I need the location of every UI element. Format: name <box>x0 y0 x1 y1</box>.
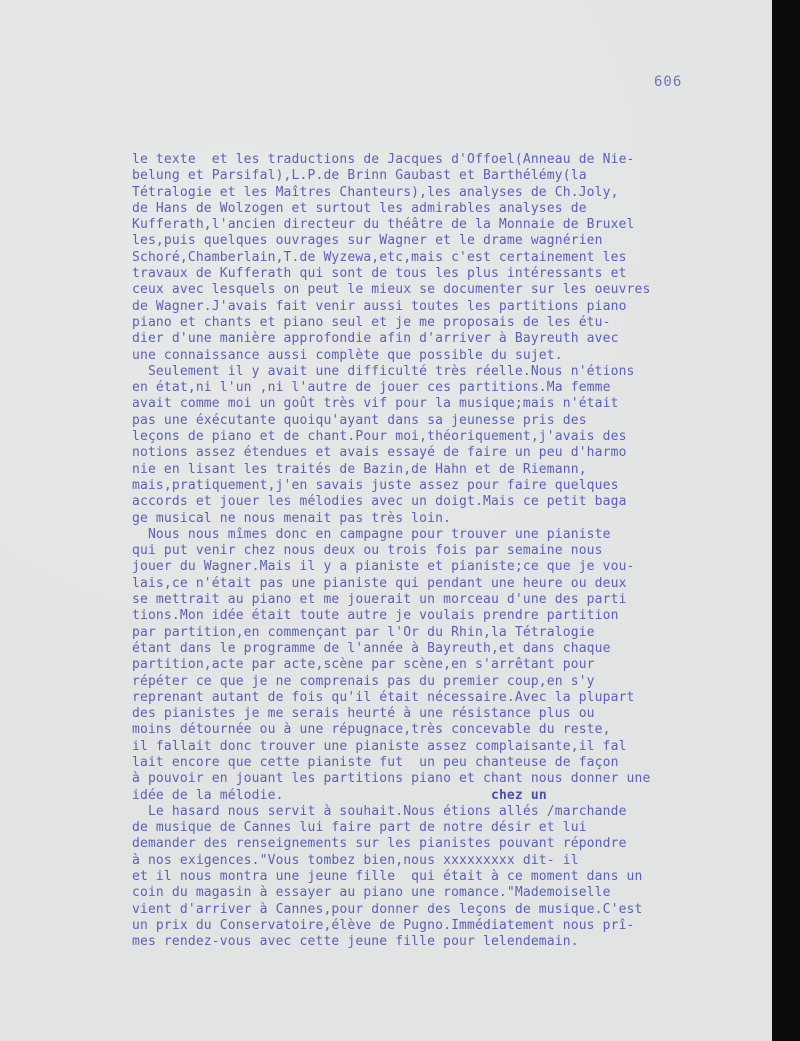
text-line: lait encore que cette pianiste fut un peu chanteuse de façon <box>132 754 619 770</box>
text-line: partition,acte par acte,scène par scène,en s'arrêtant pour <box>132 657 595 673</box>
text-line: demander des renseignements sur les pianistes pouvant répondre <box>132 836 627 852</box>
page-number: 606 <box>654 74 683 90</box>
text-line: qui put venir chez nous deux ou trois fois par semaine nous <box>132 543 603 559</box>
text-line: lais,ce n'était pas une pianiste qui pendant une heure ou deux <box>132 575 627 591</box>
text-line-content: idée de la mélodie. <box>132 787 284 803</box>
text-line: coin du magasin à essayer au piano une romance."Mademoiselle <box>132 885 611 901</box>
text-line: il fallait donc trouver une pianiste assez complaisante,il fal <box>132 738 627 754</box>
text-line: reprenant autant de fois qu'il était nécessaire.Avec la plupart <box>132 689 635 705</box>
text-line: à nos exigences."Vous tombez bien,nous xxxxxxxxx dit- il <box>132 852 579 868</box>
text-line: Seulement il y avait une difficulté très réelle.Nous n'étions <box>132 363 635 379</box>
text-line: moins détournée ou à une répugnace,très concevable du reste, <box>132 722 611 738</box>
text-line: de Hans de Wolzogen et surtout les admirables analyses de <box>132 200 587 216</box>
body-text <box>132 152 772 951</box>
text-line: des pianistes je me serais heurté à une résistance plus ou <box>132 706 595 722</box>
text-line: nie en lisant les traités de Bazin,de Hahn et de Riemann, <box>132 461 587 477</box>
text-line: Schoré,Chamberlain,T.de Wyzewa,etc,mais c'est certainement les <box>132 249 627 265</box>
text-line: en état,ni l'un ,ni l'autre de jouer ces partitions.Ma femme <box>132 380 611 396</box>
text-line: par partition,en commençant par l'Or du Rhin,la Tétralogie <box>132 624 595 640</box>
text-line: se mettrait au piano et me jouerait un morceau d'une des parti <box>132 592 627 608</box>
text-line: ge musical ne nous menait pas très loin. <box>132 510 452 526</box>
text-line: étant dans le programme de l'année à Bayreuth,et dans chaque <box>132 640 611 656</box>
handwritten-insertion: chez un <box>490 787 547 803</box>
text-line: Nous nous mîmes donc en campagne pour trouver une pianiste <box>132 526 611 542</box>
text-line: de Wagner.J'avais fait venir aussi toutes les partitions piano <box>132 298 627 314</box>
text-line: mais,pratiquement,j'en savais juste assez pour faire quelques <box>132 477 619 493</box>
text-line: de musique de Cannes lui faire part de notre désir et lui <box>132 820 587 836</box>
text-line: leçons de piano et de chant.Pour moi,théoriquement,j'avais des <box>132 429 627 445</box>
text-line <box>132 788 772 804</box>
text-line: belung et Parsifal),L.P.de Brinn Gaubast et Barthélémy(la <box>132 168 587 184</box>
text-line: ceux avec lesquels on peut le mieux se documenter sur les oeuvres <box>132 282 651 298</box>
text-line: pas une éxécutante quoiqu'ayant dans sa jeunesse pris des <box>132 412 587 428</box>
text-line: Le hasard nous servit à souhait.Nous étions allés /marchande <box>132 803 627 819</box>
text-line: le texte et les traductions de Jacques d'Offoel(Anneau de Nie- <box>132 152 635 167</box>
text-line: à pouvoir en jouant les partitions piano et chant nous donner une <box>132 771 651 787</box>
text-line: dier d'une manière approfondie afin d'arriver à Bayreuth avec <box>132 331 619 347</box>
text-line: mes rendez-vous avec cette jeune fille pour lelendemain. <box>132 934 579 950</box>
text-line: notions assez étendues et avais essayé de faire un peu d'harmo <box>132 445 627 461</box>
text-line: tions.Mon idée était toute autre je voulais prendre partition <box>132 608 619 624</box>
scan-edge <box>772 0 800 1041</box>
text-line: vient d'arriver à Cannes,pour donner des leçons de musique.C'est <box>132 901 643 917</box>
text-line: piano et chants et piano seul et je me proposais de les étu- <box>132 314 611 330</box>
text-line: les,puis quelques ouvrages sur Wagner et le drame wagnérien <box>132 233 603 249</box>
text-line: répéter ce que je ne comprenais pas du premier coup,en s'y <box>132 673 595 689</box>
text-line: accords et jouer les mélodies avec un doigt.Mais ce petit baga <box>132 494 627 510</box>
text-line: travaux de Kufferath qui sont de tous les plus intéressants et <box>132 266 627 282</box>
text-line: et il nous montra une jeune fille qui était à ce moment dans un <box>132 869 643 885</box>
text-line: avait comme moi un goût très vif pour la musique;mais n'était <box>132 396 619 412</box>
text-line: jouer du Wagner.Mais il y a pianiste et pianiste;ce que je vou- <box>132 559 635 575</box>
text-line: une connaissance aussi complète que possible du sujet. <box>132 347 563 363</box>
text-line: un prix du Conservatoire,élève de Pugno.Immédiatement nous prî- <box>132 917 635 933</box>
text-line: Kufferath,l'ancien directeur du théâtre de la Monnaie de Bruxel <box>132 217 635 233</box>
text-line: Tétralogie et les Maîtres Chanteurs),les analyses de Ch.Joly, <box>132 184 619 200</box>
